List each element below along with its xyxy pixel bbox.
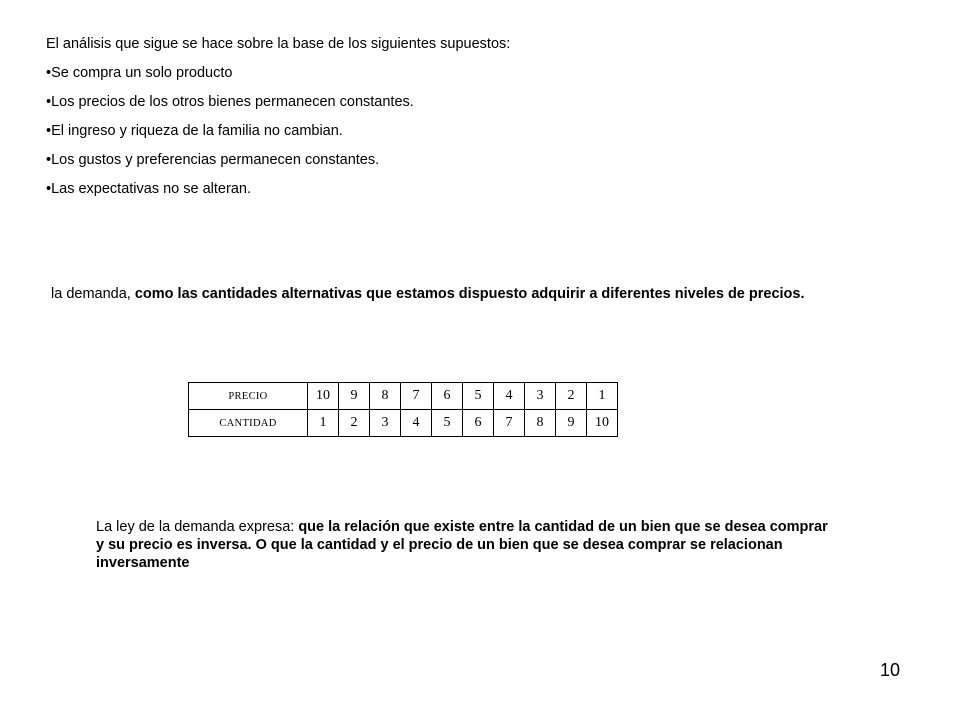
assumption-item: •Los gustos y preferencias permanecen constantes.: [46, 152, 380, 168]
table-row: [189, 383, 618, 410]
table-cell: 8: [370, 383, 401, 410]
assumption-item: •Se compra un solo producto: [46, 65, 233, 81]
assumptions-intro: El análisis que sigue se hace sobre la base de los siguientes supuestos:: [46, 36, 511, 52]
assumption-item: •El ingreso y riqueza de la familia no cambian.: [46, 123, 343, 139]
table-cell: 4: [494, 383, 525, 410]
table-cell: 6: [432, 383, 463, 410]
table-cell: 4: [401, 410, 432, 437]
law-lead: La ley de la demanda expresa:: [96, 519, 299, 535]
table-cell: 8: [525, 410, 556, 437]
law-bold: que la relación que existe entre la cantidad de un bien que se desea comprar y su precio es inversa. O que la cantidad y el precio de un bien que se desea comprar se relacionan inversamente: [96, 519, 828, 571]
table-row-label: CANTIDAD: [189, 410, 308, 437]
table-cell: 10: [308, 383, 339, 410]
table-cell: 3: [525, 383, 556, 410]
demand-definition: [51, 284, 931, 304]
table-cell: 3: [370, 410, 401, 437]
table-cell: 1: [587, 383, 618, 410]
law-of-demand: [96, 518, 836, 572]
table-cell: 9: [556, 410, 587, 437]
table-cell: 7: [494, 410, 525, 437]
assumption-item: •Los precios de los otros bienes permanecen constantes.: [46, 94, 414, 110]
demand-table: [188, 382, 618, 437]
table-row: [189, 410, 618, 437]
table-cell: 7: [401, 383, 432, 410]
assumptions-block: [46, 34, 746, 208]
table-cell: 5: [432, 410, 463, 437]
demand-table-body: [189, 383, 618, 437]
page-number: 10: [880, 660, 901, 680]
table-cell: 2: [556, 383, 587, 410]
assumption-item: •Las expectativas no se alteran.: [46, 181, 251, 197]
table-cell: 2: [339, 410, 370, 437]
definition-bold: como las cantidades alternativas que estamos dispuesto adquirir a diferentes niveles de precios.: [134, 286, 805, 302]
table-cell: 10: [587, 410, 618, 437]
table-cell: 9: [339, 383, 370, 410]
table-cell: 1: [308, 410, 339, 437]
table-row-label: PRECIO: [189, 383, 308, 410]
table-cell: 5: [463, 383, 494, 410]
table-cell: 6: [463, 410, 494, 437]
definition-lead: la demanda,: [51, 286, 135, 302]
